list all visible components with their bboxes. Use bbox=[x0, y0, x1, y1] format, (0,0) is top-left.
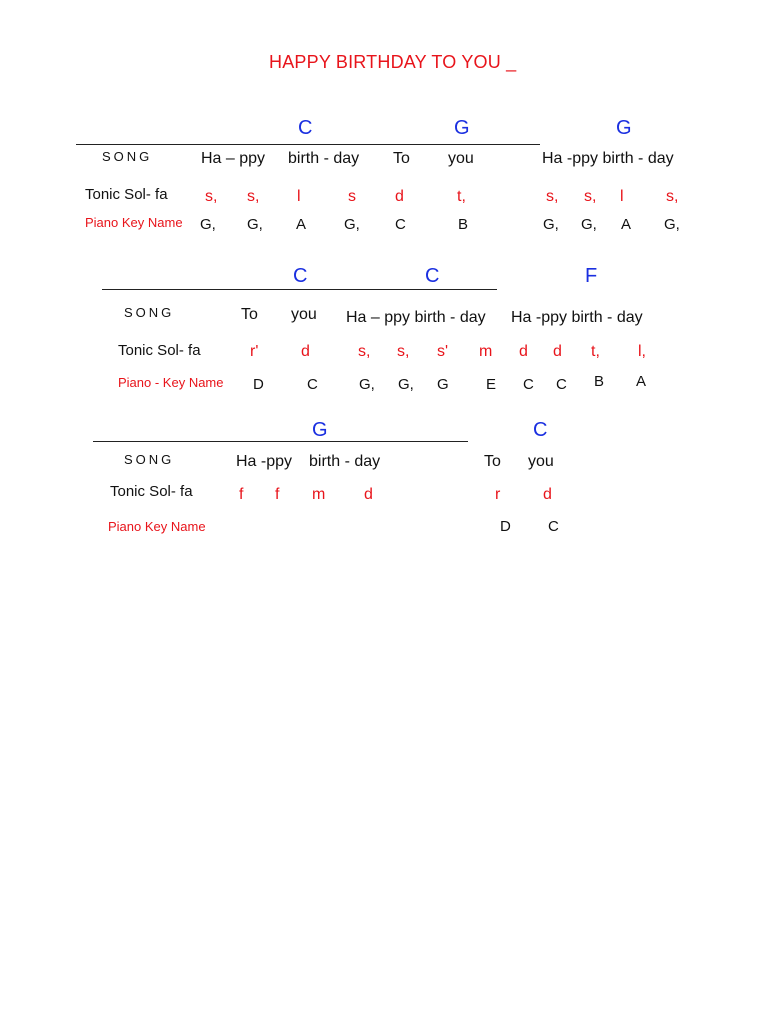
lyric: To bbox=[484, 453, 501, 470]
piano-key: D bbox=[253, 376, 264, 393]
solfa-note: t, bbox=[457, 188, 466, 205]
solfa-note: s bbox=[348, 188, 356, 205]
piano-key: C bbox=[395, 216, 406, 233]
lyric: birth - day bbox=[288, 150, 360, 167]
solfa-note: d bbox=[553, 343, 562, 360]
piano-key: G, bbox=[359, 376, 375, 393]
lyric: birth - day bbox=[309, 453, 381, 470]
piano-key: B bbox=[458, 216, 469, 233]
piano-key: C bbox=[556, 376, 567, 393]
solfa-note: s, bbox=[584, 188, 597, 205]
solfa-note: d bbox=[301, 343, 310, 360]
song-label: SONG bbox=[102, 149, 153, 164]
tonic-solfa-label: Tonic Sol- fa bbox=[85, 186, 168, 203]
staff-line bbox=[76, 144, 540, 145]
piano-key-name-label: Piano Key Name bbox=[85, 215, 183, 230]
staff-line bbox=[93, 441, 468, 442]
page-title: HAPPY BIRTHDAY TO YOU _ bbox=[269, 52, 517, 72]
solfa-note: s, bbox=[358, 343, 371, 360]
chord: G bbox=[312, 419, 328, 441]
chord: F bbox=[585, 265, 598, 287]
chord: C bbox=[533, 419, 548, 441]
piano-key: E bbox=[486, 376, 497, 393]
song-label: SONG bbox=[124, 305, 175, 320]
piano-key: G, bbox=[344, 216, 360, 233]
piano-key: C bbox=[548, 518, 559, 535]
piano-key: D bbox=[500, 518, 511, 535]
solfa-note: d bbox=[395, 188, 404, 205]
solfa-note: s, bbox=[666, 188, 679, 205]
lyric: Ha -ppy birth - day bbox=[511, 309, 643, 326]
staff-line bbox=[102, 289, 497, 290]
chord: C bbox=[298, 117, 313, 139]
piano-key: G, bbox=[581, 216, 597, 233]
solfa-note: d bbox=[543, 486, 552, 503]
solfa-note: s, bbox=[397, 343, 410, 360]
solfa-note: f bbox=[239, 486, 244, 503]
piano-key: B bbox=[594, 373, 605, 390]
piano-key: A bbox=[636, 373, 647, 390]
solfa-note: t, bbox=[591, 343, 600, 360]
lyric: you bbox=[528, 453, 554, 470]
chord: C bbox=[293, 265, 308, 287]
piano-key: A bbox=[621, 216, 632, 233]
lyric: Ha -ppy bbox=[236, 453, 293, 470]
lyric: you bbox=[291, 306, 317, 323]
piano-key: G, bbox=[200, 216, 216, 233]
solfa-note: s, bbox=[546, 188, 559, 205]
solfa-note: m bbox=[479, 343, 493, 360]
piano-key: C bbox=[523, 376, 534, 393]
lyric: To bbox=[393, 150, 410, 167]
piano-key: G bbox=[437, 376, 449, 393]
solfa-note: l bbox=[297, 188, 301, 205]
piano-key-name-label: Piano - Key Name bbox=[118, 375, 224, 390]
solfa-note: s' bbox=[437, 343, 449, 360]
solfa-note: d bbox=[364, 486, 373, 503]
piano-key: A bbox=[296, 216, 307, 233]
piano-key: G, bbox=[664, 216, 680, 233]
solfa-note: s, bbox=[205, 188, 218, 205]
piano-key-name-label: Piano Key Name bbox=[108, 519, 206, 534]
chord: G bbox=[454, 117, 470, 139]
piano-key: C bbox=[307, 376, 318, 393]
solfa-note: l, bbox=[638, 343, 646, 360]
solfa-note: m bbox=[312, 486, 326, 503]
solfa-note: r' bbox=[250, 343, 259, 360]
lyric: To bbox=[241, 306, 258, 323]
solfa-note: r bbox=[495, 486, 501, 503]
piano-key: G, bbox=[398, 376, 414, 393]
lyric: Ha – ppy birth - day bbox=[346, 309, 486, 326]
solfa-note: s, bbox=[247, 188, 260, 205]
piano-key: G, bbox=[247, 216, 263, 233]
tonic-solfa-label: Tonic Sol- fa bbox=[118, 342, 201, 359]
lyric: Ha – ppy bbox=[201, 150, 266, 167]
chord: G bbox=[616, 117, 632, 139]
solfa-note: d bbox=[519, 343, 528, 360]
chord: C bbox=[425, 265, 440, 287]
lyric: you bbox=[448, 150, 474, 167]
song-label: SONG bbox=[124, 452, 175, 467]
solfa-note: f bbox=[275, 486, 280, 503]
tonic-solfa-label: Tonic Sol- fa bbox=[110, 483, 193, 500]
lyric: Ha -ppy birth - day bbox=[542, 150, 674, 167]
piano-key: G, bbox=[543, 216, 559, 233]
solfa-note: l bbox=[620, 188, 624, 205]
